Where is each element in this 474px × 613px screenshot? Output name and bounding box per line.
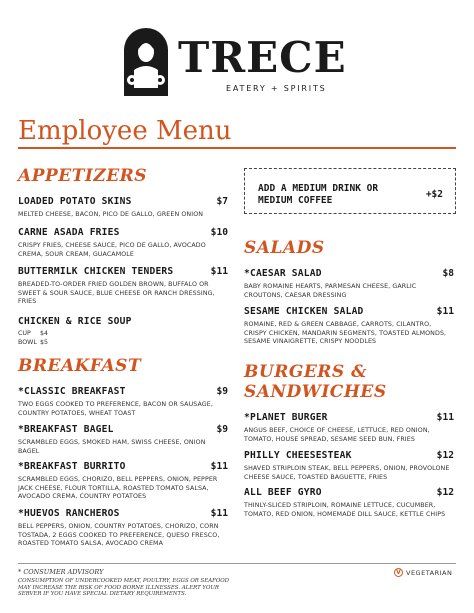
add-drink-price: +$2 bbox=[425, 189, 443, 200]
soup-size: BOWL bbox=[18, 338, 37, 346]
item-name: *HUEVOS RANCHEROS bbox=[18, 508, 120, 519]
item-name: *BREAKFAST BURRITO bbox=[18, 461, 126, 472]
add-drink-text: ADD A MEDIUM DRINK OR MEDIUM COFFEE bbox=[258, 183, 379, 206]
item-price: $10 bbox=[210, 227, 228, 238]
item-description: THINLY-SLICED STRIPLOIN, ROMAINE LETTUCE, CUCUMBER, TOMATO, RED ONION, HOMEMADE DILL SAUCE, KETTLE CHIPS bbox=[244, 502, 446, 518]
consumer-advisory-title: * CONSUMER ADVISORY bbox=[18, 568, 104, 576]
item-name: BUTTERMILK CHICKEN TENDERS bbox=[18, 266, 174, 277]
menu-item bbox=[18, 386, 228, 418]
menu-item bbox=[18, 316, 228, 347]
menu-item bbox=[18, 266, 228, 307]
soup-size: CUP bbox=[18, 330, 31, 337]
item-name: *CLASSIC BREAKFAST bbox=[18, 386, 126, 397]
item-price: $7 bbox=[216, 196, 228, 207]
title-divider bbox=[18, 147, 456, 149]
brand-name: TRECE bbox=[178, 33, 347, 82]
salads-heading: SALADS bbox=[244, 238, 325, 258]
item-price: $12 bbox=[436, 487, 454, 498]
appetizers-heading: APPETIZERS bbox=[18, 166, 148, 186]
breakfast-heading: BREAKFAST bbox=[18, 356, 142, 376]
item-description: CRISPY FRIES, CHEESE SAUCE, PICO DE GALLO, AVOCADO CREMA, SOUR CREAM, GUACAMOLE bbox=[18, 242, 206, 258]
item-name: CARNE ASADA FRIES bbox=[18, 227, 120, 238]
item-name: SESAME CHICKEN SALAD bbox=[244, 306, 364, 317]
menu-item bbox=[244, 412, 454, 444]
vegetarian-label: VEGETARIAN bbox=[406, 569, 453, 577]
soup-size-row bbox=[18, 330, 228, 339]
woman-with-flowers-logo-icon bbox=[124, 28, 168, 96]
item-name: ALL BEEF GYRO bbox=[244, 487, 322, 498]
item-description: BABY ROMAINE HEARTS, PARMESAN CHEESE, GARLIC CROUTONS, CAESAR DRESSING bbox=[244, 283, 417, 299]
menu-item bbox=[18, 424, 228, 456]
add-drink-box bbox=[244, 168, 456, 214]
menu-item bbox=[18, 196, 228, 220]
soup-price: $4 bbox=[40, 330, 49, 337]
item-price: $8 bbox=[442, 268, 454, 279]
menu-item bbox=[18, 508, 228, 549]
menu-item bbox=[18, 461, 228, 502]
item-description: BELL PEPPERS, ONION, COUNTRY POTATOES, CHORIZO, CORN TOSTADA, 2 EGGS COOKED TO PREFERENCE, QUESO FRESCO, ROASTED TOMATO SALSA, AVOCADO CREMA bbox=[18, 523, 220, 548]
item-name: PHILLY CHEESESTEAK bbox=[244, 450, 352, 461]
item-price: $11 bbox=[210, 461, 228, 472]
item-description: MELTED CHEESE, BACON, PICO DE GALLO, GREEN ONION bbox=[18, 211, 204, 218]
soup-price: $5 bbox=[40, 338, 49, 346]
item-description: SCRAMBLED EGGS, SMOKED HAM, SWISS CHEESE, ONION BAGEL bbox=[18, 439, 206, 455]
item-price: $9 bbox=[216, 424, 228, 435]
item-price: $11 bbox=[436, 306, 454, 317]
footer-divider bbox=[18, 563, 456, 564]
menu-item bbox=[244, 268, 454, 300]
menu-item bbox=[18, 227, 228, 259]
item-description: ROMAINE, RED & GREEN CABBAGE, CARROTS, CILANTRO, CRISPY CHICKEN, MANDARIN SEGMENTS, TOASTED ALMONDS, SESAME VINAIGRETTE, CRISPY NOODLES bbox=[244, 321, 447, 346]
item-description: SCRAMBLED EGGS, CHORIZO, BELL PEPPERS, ONION, PEPPER JACK CHEESE, FLOUR TORTILLA, ROASTED TOMATO SALSA, AVOCADO CREMA, COUNTRY POTATOES bbox=[18, 476, 218, 501]
menu-item bbox=[244, 450, 454, 482]
item-name: CHICKEN & RICE SOUP bbox=[18, 316, 132, 327]
menu-item bbox=[244, 306, 454, 347]
item-price: $11 bbox=[210, 266, 228, 277]
item-price: $11 bbox=[210, 508, 228, 519]
item-name: *PLANET BURGER bbox=[244, 412, 328, 423]
page-title: Employee Menu bbox=[18, 116, 232, 146]
burgers-heading-line2: SANDWICHES bbox=[244, 382, 387, 402]
consumer-advisory-text: CONSUMPTION OF UNDERCOOKED MEAT, POULTRY, EGGS OR SEAFOOD MAY INCREASE THE RISK OF FOOD BORNE ILLNESSES. ALERT YOUR SERVER IF YOU HAVE SPECIAL DIETARY REQUIREMENTS. bbox=[18, 578, 229, 598]
brand-tagline: EATERY + SPIRITS bbox=[226, 84, 327, 93]
item-name: *BREAKFAST BAGEL bbox=[18, 424, 114, 435]
item-name: LOADED POTATO SKINS bbox=[18, 196, 132, 207]
item-price: $11 bbox=[436, 412, 454, 423]
item-description: SHAVED STRIPLOIN STEAK, BELL PEPPERS, ONION, PROVOLONE CHEESE SAUCE, TOASTED BAGUETTE, FRIES bbox=[244, 465, 450, 481]
menu-item bbox=[244, 487, 454, 519]
soup-size-row bbox=[18, 339, 228, 348]
item-description: TWO EGGS COOKED TO PREFERENCE, BACON OR SAUSAGE, COUNTRY POTATOES, WHEAT TOAST bbox=[18, 401, 213, 417]
item-price: $9 bbox=[216, 386, 228, 397]
item-price: $12 bbox=[436, 450, 454, 461]
item-description: ANGUS BEEF, CHOICE OF CHEESE, LETTUCE, RED ONION, TOMATO, HOUSE SPREAD, SESAME SEED BUN, FRIES bbox=[244, 427, 430, 443]
item-description: BREADED-TO-ORDER FRIED GOLDEN BROWN, BUFFALO OR SWEET & SOUR SAUCE, BLUE CHEESE OR RANCH DRESSING, FRIES bbox=[18, 281, 215, 306]
vegetarian-icon: V bbox=[394, 568, 403, 577]
burgers-heading-line1: BURGERS & bbox=[244, 362, 367, 382]
item-name: *CAESAR SALAD bbox=[244, 268, 322, 279]
